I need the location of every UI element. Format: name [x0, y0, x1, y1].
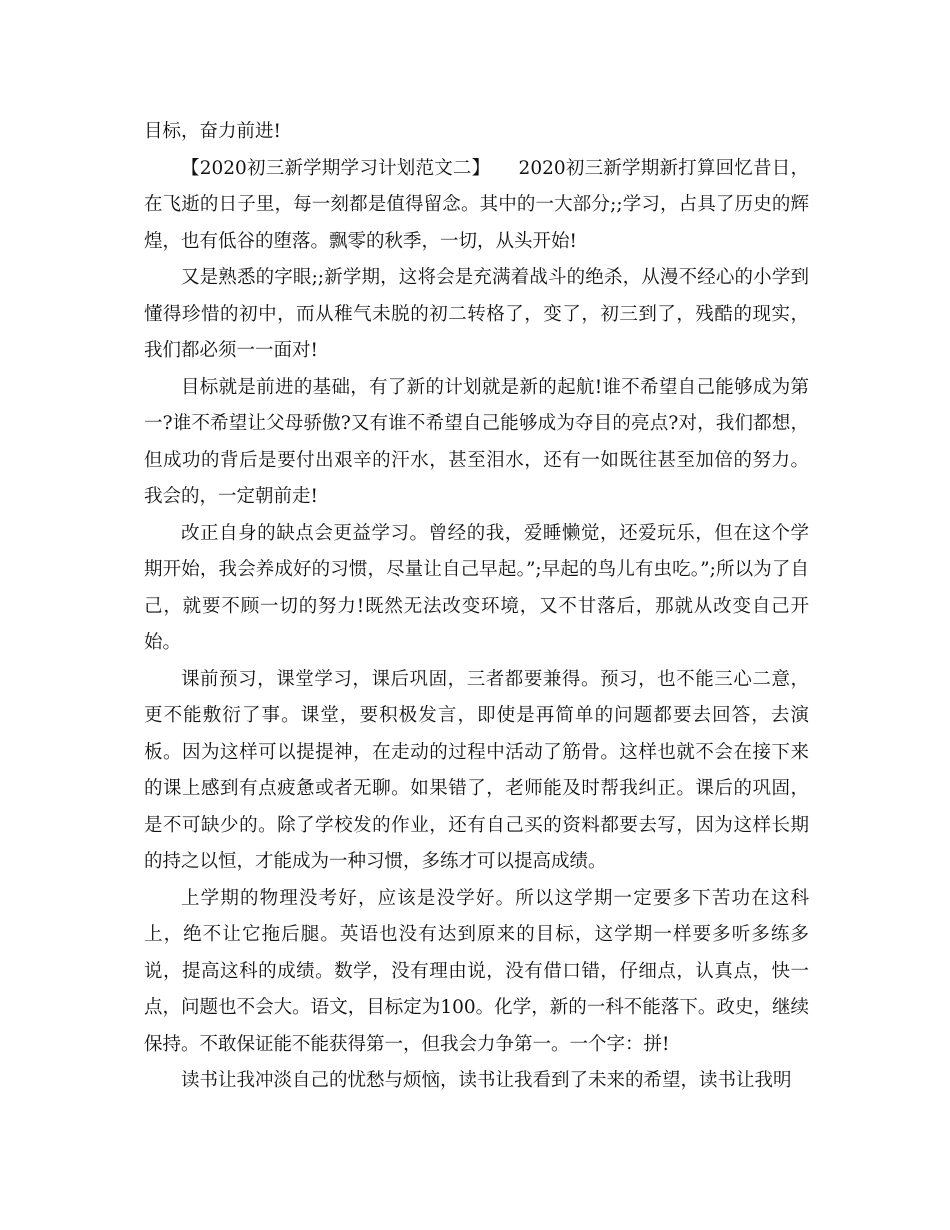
paragraph-continued: 目标，奋力前进! — [144, 121, 281, 142]
paragraph-goals: 目标就是前进的基础，有了新的计划就是新的起航!谁不希望自己能够成为第一?谁不希望让父母骄傲?又有谁不希望自己能够成为夺目的亮点?对，我们都想，但成功的背后是要付出艰辛的汗水，甚至泪水，还有一如既往甚至加倍的努力。我会的，一定朝前走! — [144, 376, 809, 507]
paragraph-reading: 读书让我冲淡自己的忧愁与烦恼，读书让我看到了未来的希望，读书让我明 — [181, 1070, 792, 1091]
paragraph-subjects: 上学期的物理没考好，应该是没学好。所以这学期一定要多下苦功在这科上，绝不让它拖后腿。英语也没有达到原来的目标，这学期一样要多听多练多说，提高这科的成绩。数学，没有理由说，没有借口错，仔细点，认真点，快一点，问题也不会大。语文，目标定为100。化学，新的一科不能落下。政史，继续保持。不敢保证能不能获得第一，但我会力争第一。一个字：拼! — [144, 887, 809, 1055]
paragraph-plan-title: 【2020初三新学期学习计划范文二】 2020初三新学期新打算回忆昔日，在飞逝的日子里，每一刻都是值得留念。其中的一大部分;;学习，占具了历史的辉煌，也有低谷的堕落。飘零的秋季，一切，从头开始! — [144, 157, 809, 252]
paragraph-new-semester: 又是熟悉的字眼;;新学期，这将会是充满着战斗的绝杀，从漫不经心的小学到懂得珍惜的初中，而从稚气未脱的初二转格了，变了，初三到了，残酷的现实，我们都必须一一面对! — [144, 267, 809, 361]
paragraph-habits: 改正自身的缺点会更益学习。曾经的我，爱睡懒觉，还爱玩乐，但在这个学期开始，我会养成好的习惯，尽量让自己早起。”;早起的鸟儿有虫吃。”;所以为了自己，就要不顾一切的努力!既然无法改变环境，又不甘落后，那就从改变自己开始。 — [144, 522, 809, 653]
document-body — [144, 114, 809, 1100]
paragraph-study-method: 课前预习，课堂学习，课后巩固，三者都要兼得。预习，也不能三心二意，更不能敷衍了事。课堂，要积极发言，即使是再简单的问题都要去回答，去演板。因为这样可以提提神，在走动的过程中活动了筋骨。这样也就不会在接下来的课上感到有点疲惫或者无聊。如果错了，老师能及时帮我纠正。课后的巩固，是不可缺少的。除了学校发的作业，还有自己买的资料都要去写，因为这样长期的持之以恒，才能成为一种习惯，多练才可以提高成绩。 — [144, 668, 809, 872]
